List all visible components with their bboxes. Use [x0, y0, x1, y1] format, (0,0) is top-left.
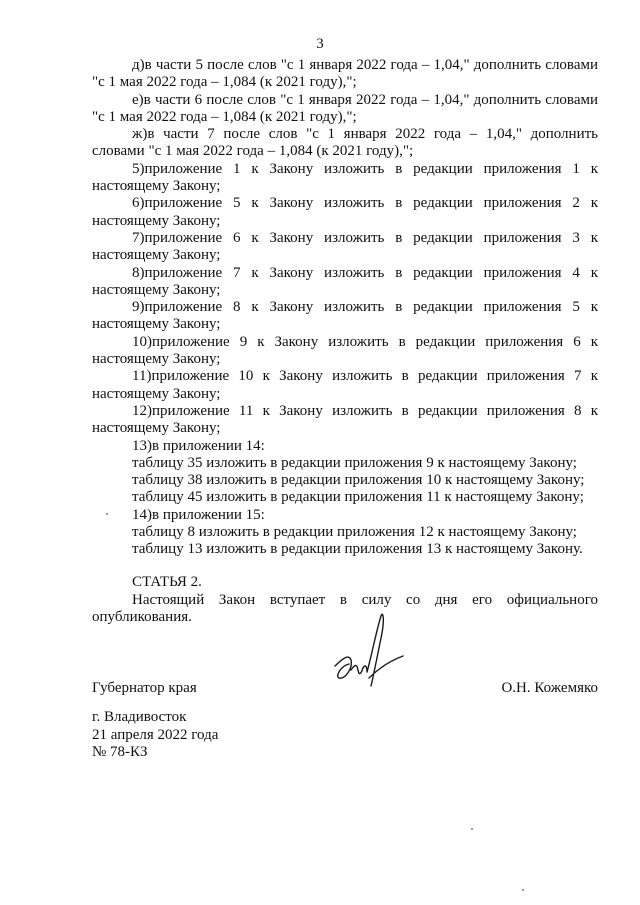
text-line: настоящему Закону; — [92, 247, 221, 264]
text-line: настоящему Закону; — [92, 316, 221, 333]
signing-date: 21 апреля 2022 года — [92, 726, 219, 743]
page-number: 3 — [316, 36, 324, 52]
text-line: д)в части 5 после слов "с 1 января 2022 года – 1,04," дополнить словами — [132, 57, 598, 73]
text-line: таблицу 8 изложить в редакции приложения 12 к настоящему Закону; — [132, 524, 577, 541]
text-line: 7)приложение 6 к Закону изложить в редакции приложения 3 к — [132, 229, 598, 246]
text-line: "с 1 мая 2022 года – 1,084 (к 2021 году),"; — [92, 74, 357, 91]
text-line: таблицу 38 изложить в редакции приложения 10 к настоящему Закону; — [132, 472, 585, 489]
text-line: словами "с 1 мая 2022 года – 1,084 (к 2021 году),"; — [92, 143, 414, 160]
text-line: настоящему Закону; — [92, 385, 221, 402]
text-line: ж)в части 7 после слов "с 1 января 2022 года – 1,04," дополнить — [132, 126, 598, 143]
text-line: опубликования. — [92, 609, 192, 626]
text-line: 10)приложение 9 к Закону изложить в редакции приложения 6 к — [132, 333, 598, 350]
text-line: 6)приложение 5 к Закону изложить в редакции приложения 2 к — [132, 195, 598, 212]
text-line: настоящему Закону; — [92, 351, 221, 368]
scan-speck — [471, 828, 473, 830]
text-line: таблицу 45 изложить в редакции приложения 11 к настоящему Закону; — [132, 489, 584, 506]
text-line: е)в части 6 после слов "с 1 января 2022 года – 1,04," дополнить словами — [132, 91, 598, 108]
scan-speck — [522, 889, 524, 891]
signatory-name: О.Н. Кожемяко — [501, 680, 598, 696]
scan-speck — [106, 513, 108, 515]
text-line: Настоящий Закон вступает в силу со дня его официального — [132, 592, 598, 608]
text-line: 13)в приложении 14: — [132, 437, 265, 454]
amendment-list — [92, 57, 598, 559]
article-heading: СТАТЬЯ 2. — [132, 574, 202, 590]
text-line: 11)приложение 10 к Закону изложить в редакции приложения 7 к — [132, 368, 598, 385]
text-line: настоящему Закону; — [92, 178, 221, 195]
text-line: таблицу 13 изложить в редакции приложения 13 к настоящему Закону. — [132, 541, 583, 558]
text-line: 12)приложение 11 к Закону изложить в редакции приложения 8 к — [132, 402, 598, 419]
document-footer — [92, 709, 218, 762]
handwritten-signature — [325, 608, 425, 698]
text-line: 14)в приложении 15: — [132, 506, 265, 523]
text-line: "с 1 мая 2022 года – 1,084 (к 2021 году),"; — [92, 108, 357, 125]
text-line: настоящему Закону; — [92, 212, 221, 229]
text-line: 8)приложение 7 к Закону изложить в редакции приложения 4 к — [132, 264, 598, 281]
text-line: 5)приложение 1 к Закону изложить в редакции приложения 1 к — [132, 160, 598, 177]
text-line: таблицу 35 изложить в редакции приложения 9 к настоящему Закону; — [132, 454, 577, 471]
city: г. Владивосток — [92, 709, 187, 725]
text-line: 9)приложение 8 к Закону изложить в редакции приложения 5 к — [132, 299, 598, 316]
text-line: настоящему Закону; — [92, 420, 221, 437]
law-number: № 78-КЗ — [92, 744, 148, 760]
signatory-title: Губернатор края — [92, 680, 197, 696]
text-line: настоящему Закону; — [92, 281, 221, 298]
